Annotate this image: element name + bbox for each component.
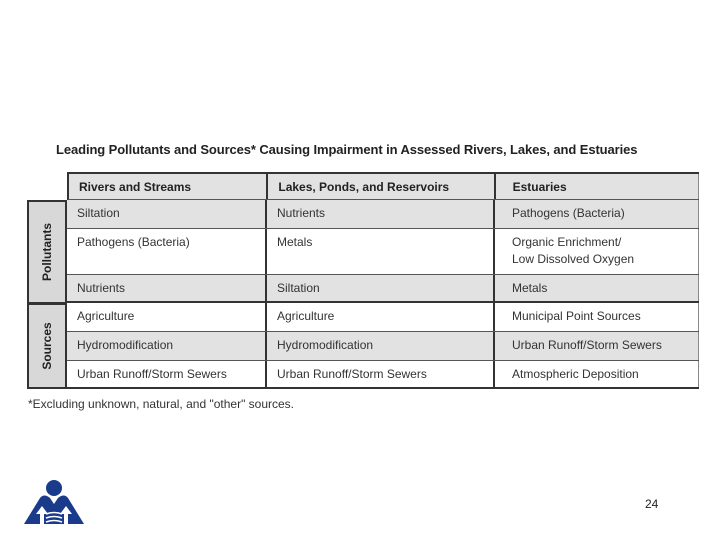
- table-row: [67, 229, 699, 275]
- table-cell: Metals: [495, 275, 699, 301]
- table-cell: Pathogens (Bacteria): [495, 200, 699, 228]
- table-cell: Atmospheric Deposition: [495, 361, 699, 387]
- table-cell: Urban Runoff/Storm Sewers: [267, 361, 495, 387]
- table-cell: Siltation: [67, 200, 267, 228]
- table-cell: Organic Enrichment/ Low Dissolved Oxygen: [495, 229, 699, 274]
- table-cell: Nutrients: [67, 275, 267, 301]
- group-label-sources: [27, 303, 67, 389]
- header-rivers: Rivers and Streams: [69, 174, 268, 199]
- table-row: [67, 361, 699, 389]
- table-cell: Agriculture: [267, 303, 495, 331]
- sources-label: Sources: [40, 322, 54, 370]
- table-cell: Agriculture: [67, 303, 267, 331]
- table-row: [67, 303, 699, 332]
- header-estuaries: Estuaries: [496, 174, 699, 199]
- table-cell: Hydromodification: [67, 332, 267, 360]
- table-cell: Municipal Point Sources: [495, 303, 699, 331]
- footnote: *Excluding unknown, natural, and "other" sources.: [28, 397, 295, 411]
- table-cell: Nutrients: [267, 200, 495, 228]
- table-title: Leading Pollutants and Sources* Causing Impairment in Assessed Rivers, Lakes, and Estuaries: [56, 142, 638, 157]
- pollutants-table: [27, 172, 699, 389]
- table-row: [67, 275, 699, 303]
- organization-logo: [22, 478, 86, 528]
- table-cell: Urban Runoff/Storm Sewers: [67, 361, 267, 387]
- table-header-row: [67, 172, 699, 200]
- table-cell: Hydromodification: [267, 332, 495, 360]
- header-lakes: Lakes, Ponds, and Reservoirs: [268, 174, 495, 199]
- table-cell: Pathogens (Bacteria): [67, 229, 267, 274]
- table-cell: Metals: [267, 229, 495, 274]
- page-number: 24: [645, 497, 659, 511]
- table-row: [67, 332, 699, 361]
- pollutants-label: Pollutants: [40, 222, 54, 282]
- group-label-pollutants: [27, 200, 67, 304]
- table-cell: Urban Runoff/Storm Sewers: [495, 332, 699, 360]
- table-cell: Siltation: [267, 275, 495, 301]
- table-row: [67, 200, 699, 229]
